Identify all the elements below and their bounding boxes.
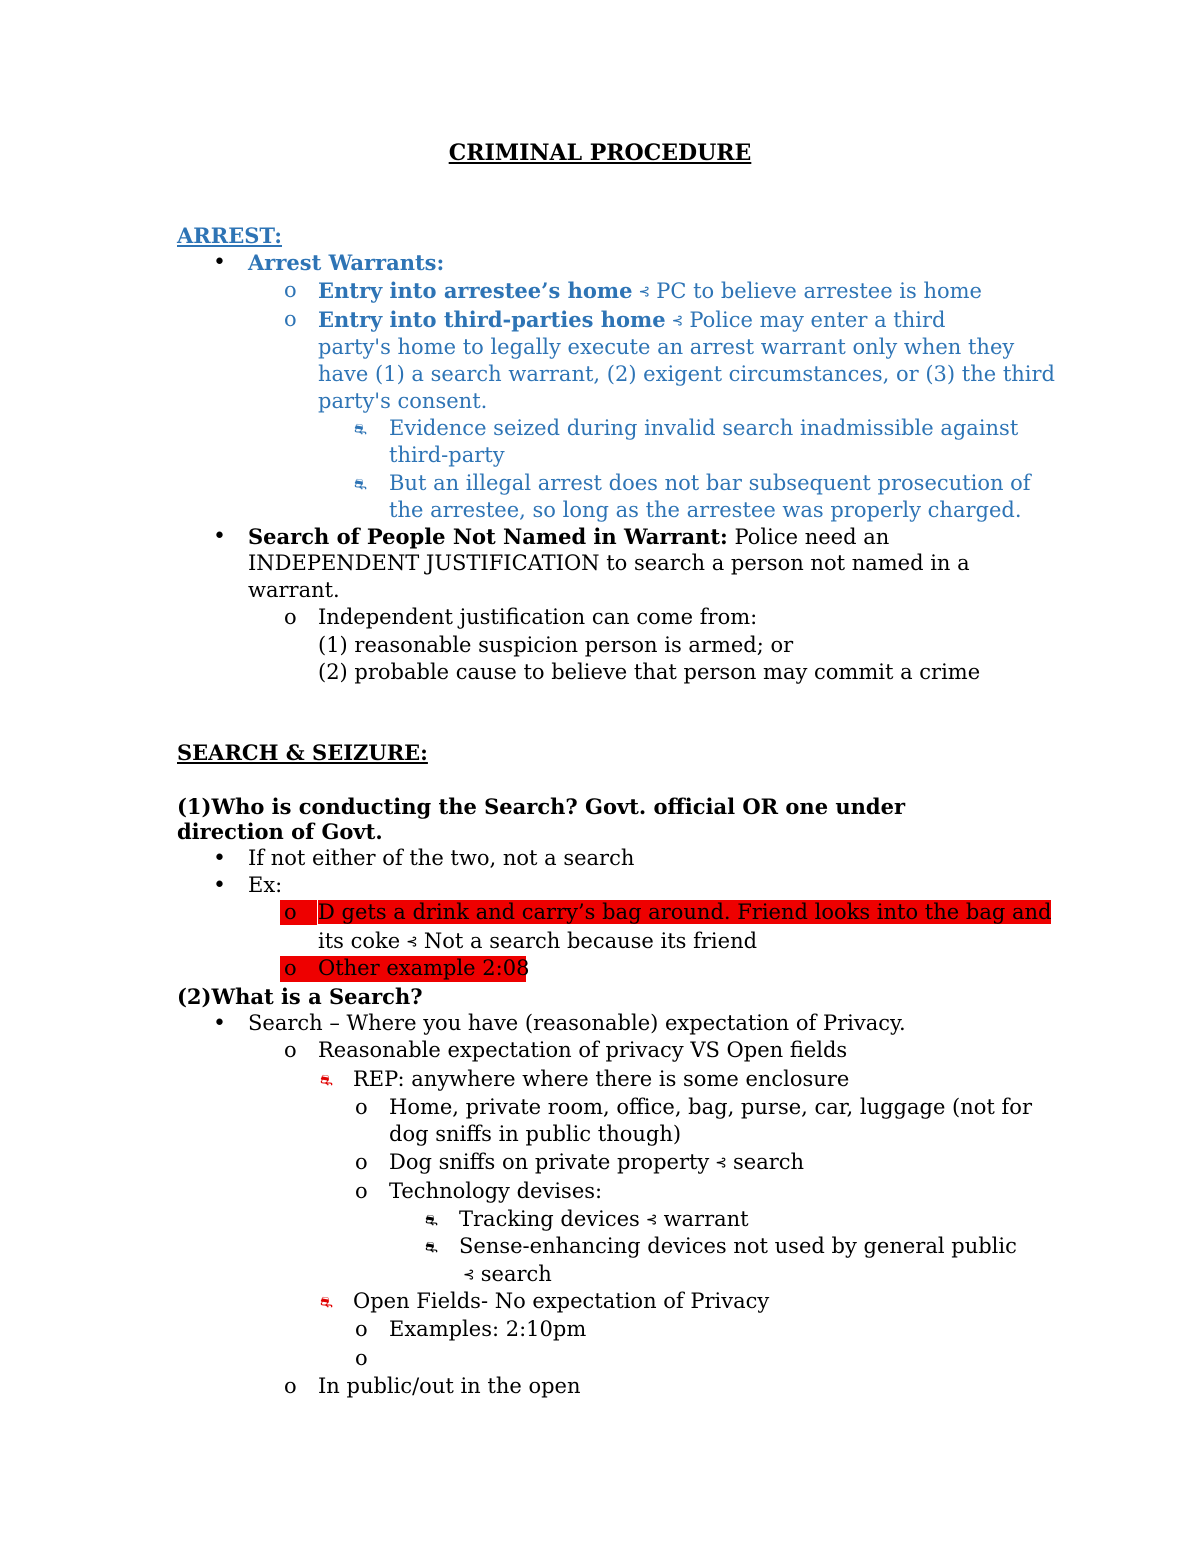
home-line: dog sniffs in public though) (389, 1122, 682, 1146)
circle-bullet-icon: o (355, 1150, 368, 1174)
circle-bullet-icon: o (355, 1346, 368, 1370)
question-2: (2)What is a Search? (177, 984, 423, 1009)
wing-bullet-icon: ⛐ (320, 1071, 333, 1089)
technology-line: Technology devises: (389, 1179, 603, 1203)
open-fields-line: Open Fields- No expectation of Privacy (353, 1289, 770, 1313)
sense-line: ⊰ search (463, 1262, 552, 1286)
circle-bullet-icon: o (284, 900, 297, 924)
wing-bullet-icon: ⛐ (425, 1211, 438, 1229)
example-line: its coke ⊰ Not a search because its friend (318, 929, 758, 953)
dog-sniff-line: Dog sniffs on private property ⊰ search (389, 1150, 805, 1174)
arrow-icon: ⊰ (406, 934, 418, 950)
question-1: direction of Govt. (177, 819, 383, 844)
page-title: CRIMINAL PROCEDURE (448, 140, 752, 166)
sense-line: Sense-enhancing devices not used by general public (459, 1234, 1017, 1258)
circle-bullet-icon: o (355, 1179, 368, 1203)
home-line: Home, private room, office, bag, purse, car, luggage (not for (389, 1095, 1032, 1119)
question-1: (1)Who is conducting the Search? Govt. official OR one under (177, 794, 906, 819)
arrow-icon: ⊰ (671, 313, 684, 329)
illegal-arrest-line: the arrestee, so long as the arrestee was properly charged. (389, 498, 1022, 522)
arrow-icon: ⊰ (645, 1212, 658, 1228)
entry-home-line: Entry into arrestee’s home ⊰ PC to believe arrestee is home (318, 278, 982, 303)
wing-bullet-icon: ⛐ (354, 420, 367, 438)
bullet-icon: • (213, 846, 226, 871)
arrow-icon: ⊰ (715, 1155, 728, 1171)
wing-bullet-icon: ⛐ (354, 475, 367, 493)
third-party-text: have (1) a search warrant, (2) exigent circumstances, or (3) the third (318, 362, 1055, 386)
third-party-text: party's home to legally execute an arrest warrant only when they (318, 335, 1015, 359)
tracking-line: Tracking devices ⊰ warrant (459, 1207, 749, 1231)
circle-bullet-icon: o (284, 307, 297, 331)
other-example-line: Other example 2:08 (318, 956, 530, 980)
rep-vs-line: Reasonable expectation of privacy VS Open fields (318, 1038, 848, 1062)
examples-line: Examples: 2:10pm (389, 1317, 587, 1341)
circle-bullet-icon: o (355, 1095, 368, 1119)
wing-bullet-icon: ⛐ (425, 1238, 438, 1256)
not-named-text: INDEPENDENT JUSTIFICATION to search a person not named in a (248, 551, 970, 575)
example-line: D gets a drink and carry’s bag around. Friend looks into the bag and (318, 900, 1052, 924)
arrow-icon: ⊰ (638, 284, 651, 300)
illegal-arrest-line: But an illegal arrest does not bar subsequent prosecution of (389, 471, 1031, 495)
third-party-text: party's consent. (318, 389, 488, 413)
arrest-warrants-label: Arrest Warrants: (248, 250, 445, 275)
evidence-line: third-party (389, 443, 505, 467)
search-heading: SEARCH & SEIZURE: (177, 740, 428, 765)
bullet-icon: • (213, 873, 226, 898)
bullet-icon: • (213, 1011, 226, 1036)
independent-line: Independent justification can come from: (318, 605, 758, 629)
circle-bullet-icon: o (284, 605, 297, 629)
search-definition: Search – Where you have (reasonable) expectation of Privacy. (248, 1011, 906, 1035)
not-either-line: If not either of the two, not a search (248, 846, 635, 870)
ex-label: Ex: (248, 873, 283, 897)
circle-bullet-icon: o (284, 1038, 297, 1062)
evidence-line: Evidence seized during invalid search inadmissible against (389, 416, 1019, 440)
bullet-icon: • (213, 524, 226, 549)
independent-line: (1) reasonable suspicion person is armed; or (318, 633, 794, 657)
not-named-text: warrant. (248, 578, 340, 602)
circle-bullet-icon: o (284, 956, 297, 980)
circle-bullet-icon: o (355, 1317, 368, 1341)
not-named-line: Search of People Not Named in Warrant: Police need an (248, 524, 890, 549)
public-line: In public/out in the open (318, 1374, 581, 1398)
bullet-icon: • (213, 250, 226, 275)
circle-bullet-icon: o (284, 1374, 297, 1398)
arrest-heading: ARREST: (177, 223, 282, 248)
arrow-icon: ⊰ (463, 1267, 475, 1283)
third-party-line: Entry into third-parties home ⊰ Police may enter a third (318, 307, 946, 332)
wing-bullet-icon: ⛐ (320, 1293, 333, 1311)
independent-line: (2) probable cause to believe that person may commit a crime (318, 660, 981, 684)
rep-line: REP: anywhere where there is some enclosure (353, 1067, 850, 1091)
circle-bullet-icon: o (284, 278, 297, 302)
